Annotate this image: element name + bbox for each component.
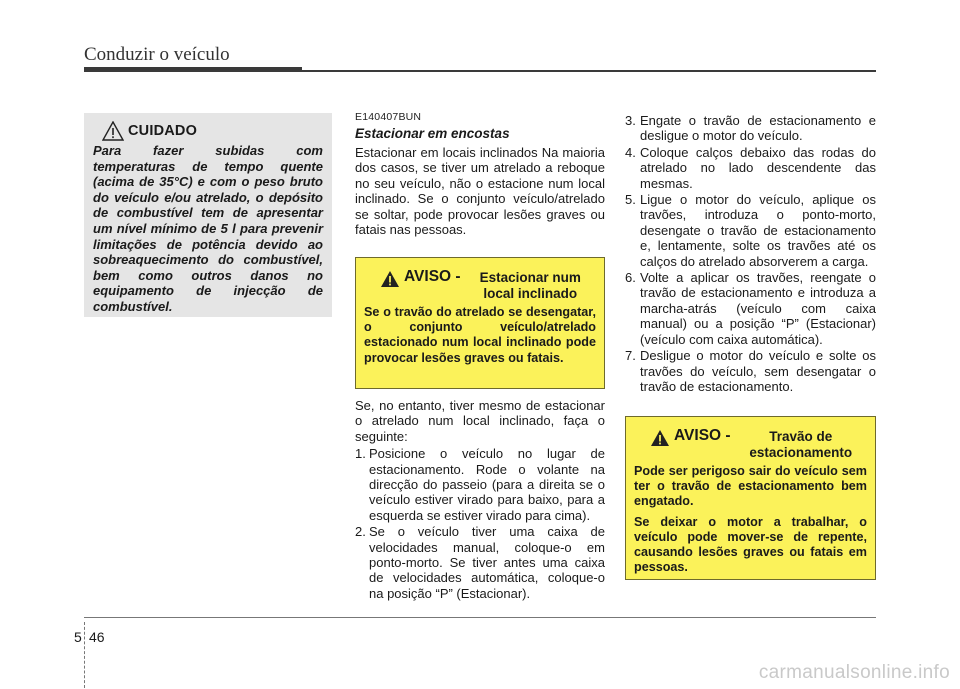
list-item: 6. Volte a aplicar os travões, reengate o travão de estacionamento e introduza a marcha-atrás (veículo com caixa manual) ou a posição “P” (Estacionar) (veículo com caixa automática). <box>625 270 876 347</box>
warning-text: Se o travão do atrelado se desengatar, o conjunto veículo/atrelado estacionado num local inclinado pode provocar lesões graves ou fatais. <box>364 305 596 365</box>
watermark: carmanualsonline.info <box>758 662 950 683</box>
warning-text: Se deixar o motor a trabalhar, o veículo pode mover-se de repente, causando lesões graves ou fatais em pessoas. <box>634 514 867 575</box>
middle-column-lower <box>355 398 605 602</box>
list-item: 2. Se o veículo tiver uma caixa de velocidades manual, coloque-o em ponto-morto. Se tiver antes uma caixa de velocidades automática, coloque-o na posição “P” (Estacionar). <box>355 524 605 601</box>
chapter-number: 5 <box>74 629 82 645</box>
footer-rule <box>84 617 876 618</box>
right-column <box>625 111 876 395</box>
caution-triangle-icon <box>102 121 124 141</box>
list-item: 4. Coloque calços debaixo das rodas do atrelado no lado descendente das mesmas. <box>625 144 876 191</box>
header-rule-thick <box>84 67 302 72</box>
section-continuation: Se, no entanto, tiver mesmo de estacionar o atrelado num local inclinado, faça o seguinte: <box>355 398 605 444</box>
caution-header <box>102 121 323 141</box>
warning-subject: Travão de estacionamento <box>749 429 853 460</box>
warning-subject: Estacionar num local inclinado <box>479 270 581 301</box>
page-title: Conduzir o veículo <box>84 44 230 65</box>
warning-text: Pode ser perigoso sair do veículo sem ter o travão de estacionamento bem engatado. <box>634 464 867 509</box>
steps-list-middle <box>355 446 605 601</box>
caution-text: Para fazer subidas com temperaturas de tempo quente (acima de 35°C) e com o peso bruto do veículo e/ou atrelado, o depósito de combustível tem de apresentar um nível mínimo de 5 l para prevenir limitações de potência devido ao sobreaquecimento do combustível, bem como outros danos no equipamento de injecção de combustível. <box>93 143 323 314</box>
warning-triangle-icon <box>380 270 400 288</box>
caution-title: CUIDADO <box>128 123 198 139</box>
warning-box-incline <box>355 257 605 389</box>
middle-column <box>355 111 605 237</box>
warning-header <box>634 427 867 461</box>
warning-box-parking-brake <box>625 416 876 580</box>
caution-box <box>84 113 332 317</box>
warning-triangle-icon <box>650 429 670 447</box>
list-item: 1. Posicione o veículo no lugar de estacionamento. Rode o volante na direcção do passeio (para a direita se o veículo estiver virado para baixo, para a esquerda se estiver virado para cima). <box>355 446 605 523</box>
section-heading: Estacionar em encostas <box>355 126 510 141</box>
footer-separator <box>84 622 86 688</box>
steps-list-right <box>625 113 876 394</box>
list-item: 5. Ligue o motor do veículo, aplique os travões, introduza o ponto-morto, desengate o travão de estacionamento e, lentamente, solte os travões até os calços do atrelado absorverem a carga. <box>625 192 876 269</box>
warning-label: AVISO - <box>404 268 461 285</box>
warning-label: AVISO - <box>674 427 731 444</box>
header-rule-thin <box>302 70 876 72</box>
list-item: 7. Desligue o motor do veículo e solte os travões do veículo, sem desengatar o travão de estacionamento. <box>625 348 876 394</box>
warning-header <box>364 268 596 302</box>
list-item: 3. Engate o travão de estacionamento e desligue o motor do veículo. <box>625 113 876 144</box>
page-number: 46 <box>89 629 105 645</box>
section-code: E140407BUN <box>355 111 422 123</box>
section-intro: Estacionar em locais inclinados Na maioria dos casos, se tiver um atrelado a reboque no seu veículo, não o estacione num local inclinado. Se o conjunto veículo/atrelado se soltar, pode provocar lesões graves ou fatais nas pessoas. <box>355 145 605 238</box>
